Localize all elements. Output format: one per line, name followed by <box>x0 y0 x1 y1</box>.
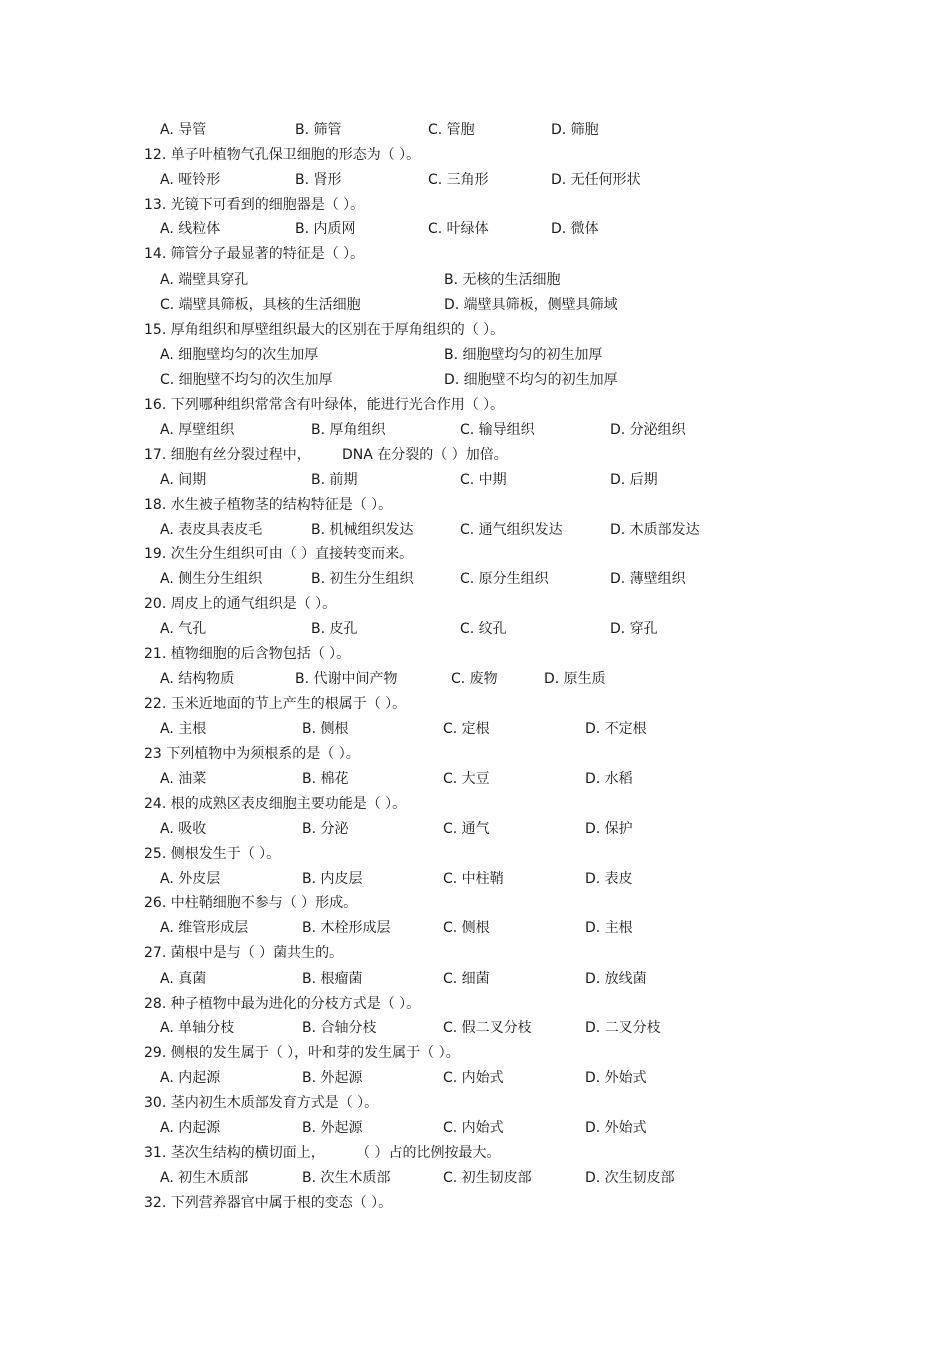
question-line <box>0 319 950 341</box>
option-text: C. 侧根 <box>443 920 490 936</box>
option-text: D. 放线菌 <box>585 971 647 987</box>
question-text: 30. 茎内初生木质部发育方式是（ ）。 <box>144 1095 379 1111</box>
option-text: B. 外起源 <box>302 1070 363 1086</box>
option-text: D. 表皮 <box>585 871 633 887</box>
option-text: A. 油菜 <box>160 771 207 787</box>
question-line <box>0 1192 950 1214</box>
question-line <box>0 843 950 865</box>
option-text: A. 端壁具穿孔 <box>160 272 249 288</box>
option-text: C. 管胞 <box>428 122 475 138</box>
question-text: 18. 水生被子植物茎的结构特征是（ ）。 <box>144 497 393 513</box>
options-line <box>0 968 950 990</box>
question-line <box>0 1092 950 1114</box>
options-line <box>0 169 950 191</box>
option-text: B. 厚角组织 <box>311 422 386 438</box>
option-text: D. 外始式 <box>585 1120 647 1136</box>
option-text: D. 原生质 <box>544 671 606 687</box>
option-text: C. 细胞壁不均匀的次生加厚 <box>160 372 333 388</box>
option-text: B. 棉花 <box>302 771 349 787</box>
options-line <box>0 519 950 541</box>
options-line <box>0 668 950 690</box>
question-line <box>0 693 950 715</box>
option-text: B. 分泌 <box>302 821 349 837</box>
option-text: B. 合轴分枝 <box>302 1020 377 1036</box>
option-text: C. 通气 <box>443 821 490 837</box>
option-text: C. 输导组织 <box>460 422 535 438</box>
option-text: D. 微体 <box>551 221 599 237</box>
option-text: C. 大豆 <box>443 771 490 787</box>
option-text: B. 皮孔 <box>311 621 358 637</box>
option-text: A. 表皮具表皮毛 <box>160 522 263 538</box>
option-text: B. 无核的生活细胞 <box>444 272 561 288</box>
option-text: D. 穿孔 <box>610 621 658 637</box>
question-text: 15. 厚角组织和厚壁组织最大的区别在于厚角组织的（ ）。 <box>144 322 505 338</box>
question-text: 21. 植物细胞的后含物包括（ ）。 <box>144 646 351 662</box>
options-line <box>0 294 950 316</box>
options-line <box>0 1117 950 1139</box>
question-text: 12. 单子叶植物气孔保卫细胞的形态为（ ）。 <box>144 147 421 163</box>
option-text: D. 主根 <box>585 920 633 936</box>
question-text: 29. 侧根的发生属于（ ），叶和芽的发生属于（ ）。 <box>144 1045 460 1061</box>
option-text: B. 机械组织发达 <box>311 522 414 538</box>
option-text: D. 细胞壁不均匀的初生加厚 <box>444 372 618 388</box>
question-text: 13. 光镜下可看到的细胞器是（ ）。 <box>144 197 365 213</box>
question-line <box>0 494 950 516</box>
option-text: A. 哑铃形 <box>160 172 221 188</box>
options-line <box>0 1067 950 1089</box>
options-line <box>0 369 950 391</box>
option-text: D. 薄壁组织 <box>610 571 686 587</box>
option-text: A. 线粒体 <box>160 221 221 237</box>
option-text: A. 间期 <box>160 472 207 488</box>
question-text: 17. 细胞有丝分裂过程中， <box>144 447 311 463</box>
option-text: B. 外起源 <box>302 1120 363 1136</box>
question-text: 25. 侧根发生于（ ）。 <box>144 846 281 862</box>
question-line <box>0 1042 950 1064</box>
option-text: A. 维管形成层 <box>160 920 249 936</box>
question-text: 20. 周皮上的通气组织是（ ）。 <box>144 596 337 612</box>
option-text: A. 侧生分生组织 <box>160 571 263 587</box>
option-text: B. 筛管 <box>295 122 342 138</box>
option-text: D. 保护 <box>585 821 633 837</box>
option-text: B. 代谢中间产物 <box>295 671 398 687</box>
option-text: C. 废物 <box>451 671 498 687</box>
question-text: 19. 次生分生组织可由（ ）直接转变而来。 <box>144 546 414 562</box>
option-text: C. 三角形 <box>428 172 489 188</box>
question-text: 27. 菌根中是与（ ）菌共生的。 <box>144 945 344 961</box>
option-text: D. 木质部发达 <box>610 522 700 538</box>
option-text: D. 次生韧皮部 <box>585 1170 675 1186</box>
option-text: A. 内起源 <box>160 1070 221 1086</box>
option-text: A. 外皮层 <box>160 871 221 887</box>
options-line <box>0 618 950 640</box>
question-line <box>0 243 950 265</box>
option-text: A. 真菌 <box>160 971 207 987</box>
options-line <box>0 568 950 590</box>
question-line <box>0 743 950 765</box>
option-text: A. 单轴分枝 <box>160 1020 235 1036</box>
option-text: C. 中柱鞘 <box>443 871 504 887</box>
option-text: C. 原分生组织 <box>460 571 549 587</box>
question-line <box>0 394 950 416</box>
option-text: B. 内皮层 <box>302 871 363 887</box>
options-line <box>0 344 950 366</box>
question-text: 24. 根的成熟区表皮细胞主要功能是（ ）。 <box>144 796 407 812</box>
option-text: A. 吸收 <box>160 821 207 837</box>
option-text: C. 细菌 <box>443 971 490 987</box>
option-text: C. 初生韧皮部 <box>443 1170 532 1186</box>
option-text: D. 外始式 <box>585 1070 647 1086</box>
option-text: B. 木栓形成层 <box>302 920 391 936</box>
option-text: B. 细胞壁均匀的初生加厚 <box>444 347 603 363</box>
option-text: D. 不定根 <box>585 721 647 737</box>
options-line <box>0 1167 950 1189</box>
question-line <box>0 444 950 466</box>
option-text: B. 内质网 <box>295 221 356 237</box>
options-line <box>0 419 950 441</box>
option-text: C. 定根 <box>443 721 490 737</box>
option-text: D. 无任何形状 <box>551 172 641 188</box>
question-line <box>0 892 950 914</box>
question-line <box>0 1142 950 1164</box>
question-text: 26. 中柱鞘细胞不参与（ ）形成。 <box>144 895 358 911</box>
options-line <box>0 1017 950 1039</box>
option-text: C. 叶绿体 <box>428 221 489 237</box>
question-text: 16. 下列哪种组织常常含有叶绿体，能进行光合作用（ ）。 <box>144 397 505 413</box>
question-text: DNA 在分裂的（ ）加倍。 <box>342 447 508 463</box>
question-line <box>0 593 950 615</box>
options-line <box>0 718 950 740</box>
options-line <box>0 768 950 790</box>
option-text: D. 筛胞 <box>551 122 599 138</box>
option-text: D. 水稻 <box>585 771 633 787</box>
question-line <box>0 942 950 964</box>
option-text: C. 假二叉分枝 <box>443 1020 532 1036</box>
options-line <box>0 119 950 141</box>
option-text: D. 后期 <box>610 472 658 488</box>
question-line <box>0 643 950 665</box>
question-text: 22. 玉米近地面的节上产生的根属于（ ）。 <box>144 696 407 712</box>
option-text: B. 初生分生组织 <box>311 571 414 587</box>
option-text: D. 端壁具筛板，侧壁具筛域 <box>444 297 618 313</box>
question-text: （ ）占的比例按最大。 <box>356 1145 501 1161</box>
option-text: C. 内始式 <box>443 1120 504 1136</box>
option-text: A. 初生木质部 <box>160 1170 249 1186</box>
option-text: B. 肾形 <box>295 172 342 188</box>
option-text: D. 分泌组织 <box>610 422 686 438</box>
option-text: C. 通气组织发达 <box>460 522 563 538</box>
options-line <box>0 917 950 939</box>
question-line <box>0 793 950 815</box>
option-text: B. 根瘤菌 <box>302 971 363 987</box>
option-text: C. 中期 <box>460 472 507 488</box>
question-text: 23 下列植物中为须根系的是（ ）。 <box>144 746 360 762</box>
options-line <box>0 868 950 890</box>
options-line <box>0 269 950 291</box>
question-line <box>0 144 950 166</box>
options-line <box>0 218 950 240</box>
question-text: 31. 茎次生结构的横切面上， <box>144 1145 325 1161</box>
option-text: A. 气孔 <box>160 621 207 637</box>
question-line <box>0 993 950 1015</box>
options-line <box>0 469 950 491</box>
option-text: B. 侧根 <box>302 721 349 737</box>
question-text: 28. 种子植物中最为进化的分枝方式是（ ）。 <box>144 996 421 1012</box>
option-text: A. 导管 <box>160 122 207 138</box>
question-text: 14. 筛管分子最显著的特征是（ ）。 <box>144 246 365 262</box>
option-text: B. 前期 <box>311 472 358 488</box>
question-text: 32. 下列营养器官中属于根的变态（ ）。 <box>144 1195 393 1211</box>
option-text: C. 内始式 <box>443 1070 504 1086</box>
question-line <box>0 194 950 216</box>
option-text: D. 二叉分枝 <box>585 1020 661 1036</box>
option-text: B. 次生木质部 <box>302 1170 391 1186</box>
option-text: A. 内起源 <box>160 1120 221 1136</box>
option-text: C. 纹孔 <box>460 621 507 637</box>
option-text: A. 厚壁组织 <box>160 422 235 438</box>
option-text: C. 端壁具筛板，具核的生活细胞 <box>160 297 361 313</box>
options-line <box>0 818 950 840</box>
option-text: A. 细胞壁均匀的次生加厚 <box>160 347 319 363</box>
question-line <box>0 543 950 565</box>
option-text: A. 结构物质 <box>160 671 235 687</box>
option-text: A. 主根 <box>160 721 207 737</box>
